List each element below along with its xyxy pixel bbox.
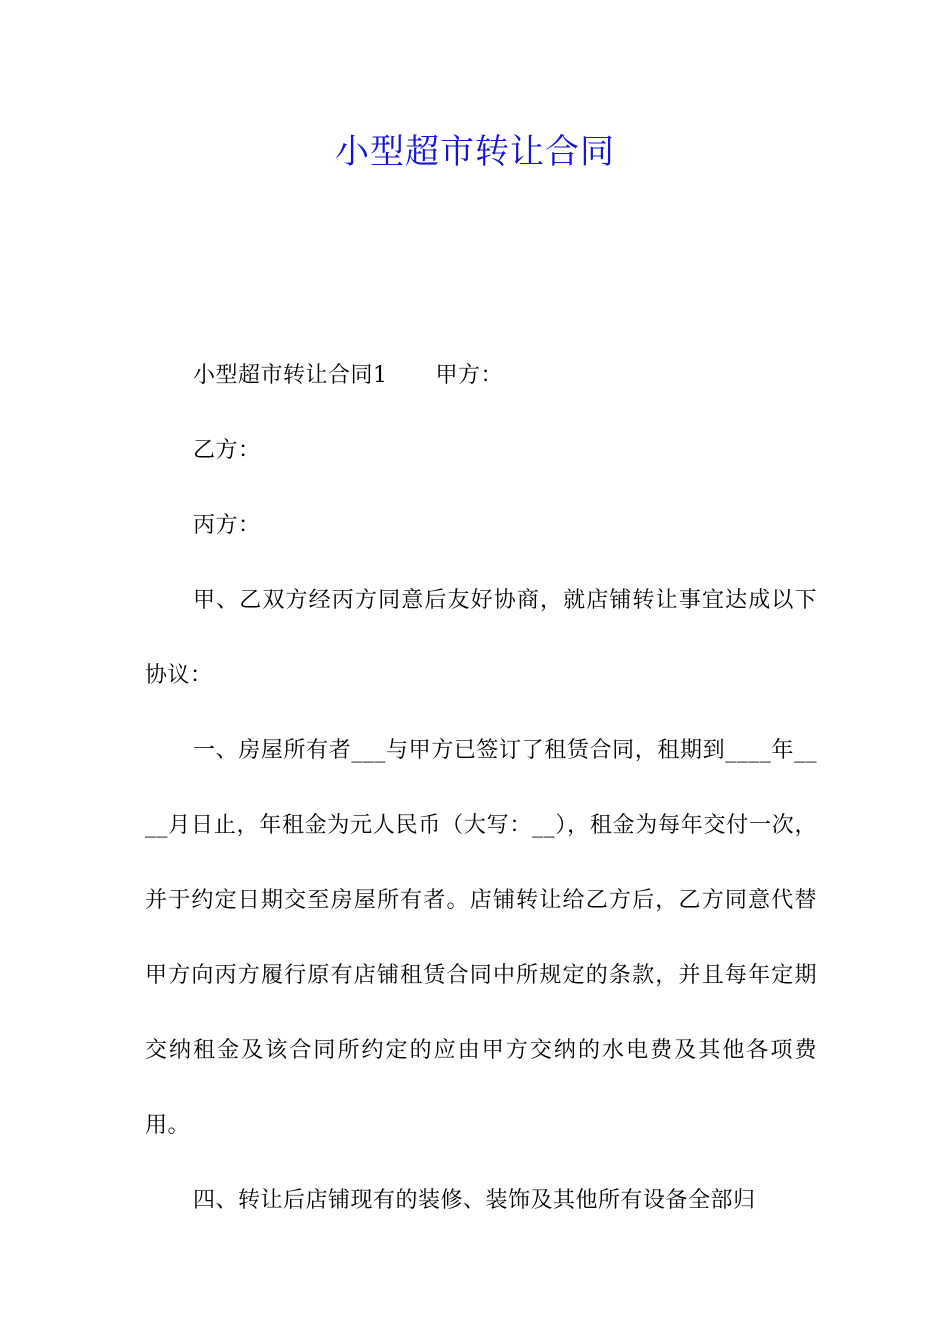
party-b-label: 乙方： <box>193 438 261 463</box>
clause-four: 四、转让后店铺现有的装修、装饰及其他所有设备全部归 <box>193 1188 756 1213</box>
opening-line <box>145 338 817 413</box>
clause-one: 一、房屋所有者___与甲方已签订了租赁合同，租期到____年____月日止，年租金为元人民币（大写：__），租金为每年交付一次，并于约定日期交至房屋所有者。店铺转让给乙方后，乙方同意代替甲方向丙方履行原有店铺租赁合同中所规定的条款，并且每年定期交纳租金及该合同所约定的应由甲方交纳的水电费及其他各项费用。 <box>145 738 817 1138</box>
document-title: 小型超市转让合同 <box>335 132 615 172</box>
document-body <box>145 338 817 1238</box>
contract-heading: 小型超市转让合同1 <box>193 363 388 388</box>
agreement-intro: 甲、乙双方经丙方同意后友好协商，就店铺转让事宜达成以下协议： <box>145 588 817 688</box>
party-c-label: 丙方： <box>193 513 261 538</box>
party-a-label: 甲方： <box>435 363 504 388</box>
